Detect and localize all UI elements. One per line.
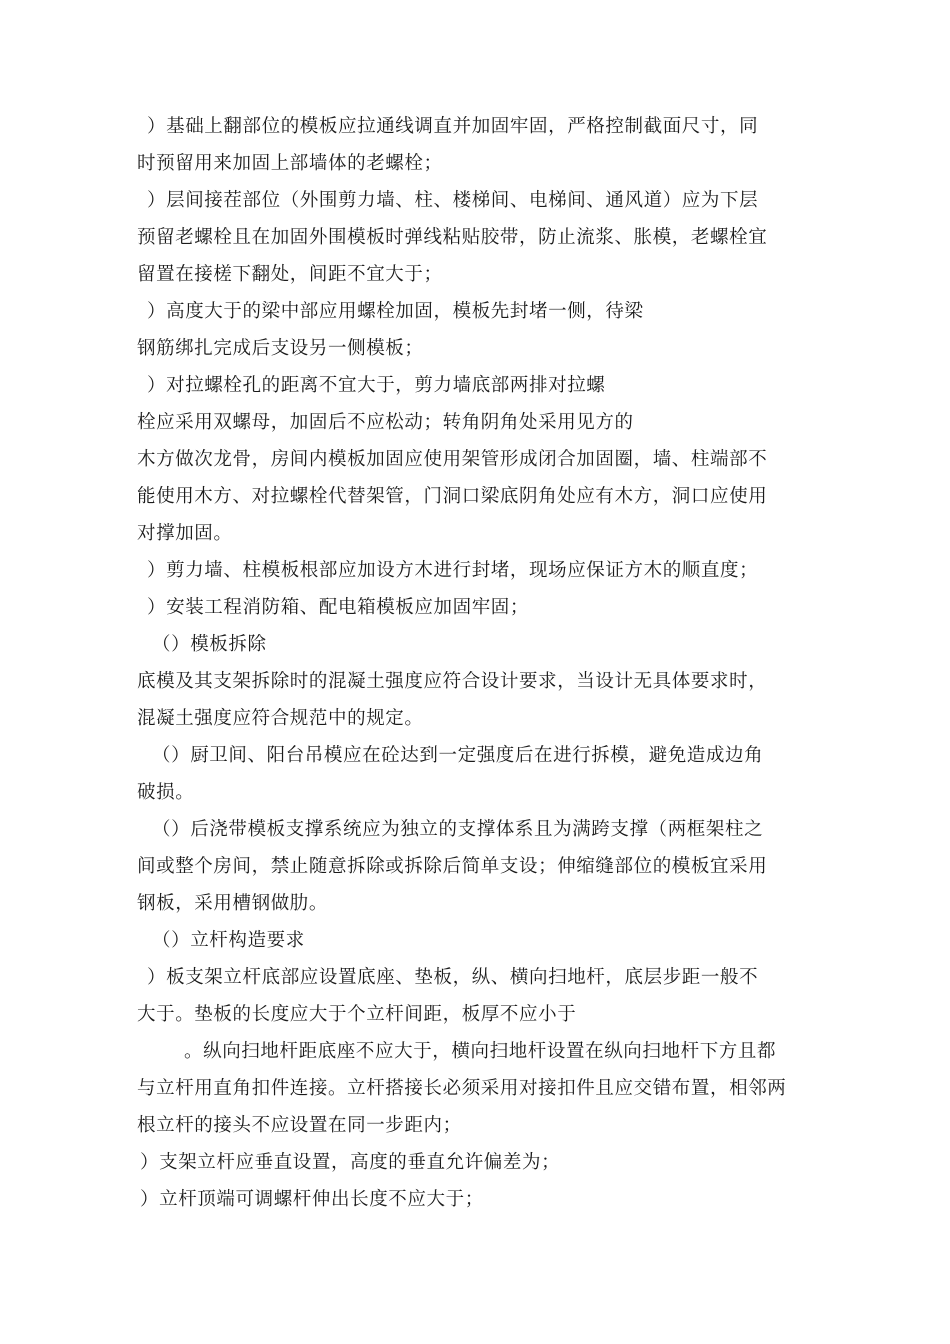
text-line: ）高度大于的梁中部应用螺栓加固，模板先封堵一侧，待梁 xyxy=(147,301,644,322)
text-line: 。纵向扫地杆距底座不应大于，横向扫地杆设置在纵向扫地杆下方且都 xyxy=(184,1041,777,1062)
text-line: 预留老螺栓且在加固外围模板时弹线粘贴胶带，防止流浆、胀模，老螺栓宜 xyxy=(137,227,768,248)
text-line: ）对拉螺栓孔的距离不宜大于，剪力墙底部两排对拉螺 xyxy=(147,375,606,396)
text-line: ）立杆顶端可调螺杆伸出长度不应大于； xyxy=(140,1189,484,1210)
text-line: 间或整个房间，禁止随意拆除或拆除后简单支设；伸缩缝部位的模板宜采用 xyxy=(137,856,768,877)
text-line: （）厨卫间、阳台吊模应在砼达到一定强度后在进行拆模，避免造成边角 xyxy=(152,745,764,766)
text-line: 对撑加固。 xyxy=(137,523,233,544)
text-line: ）支架立杆应垂直设置，高度的垂直允许偏差为； xyxy=(140,1152,561,1173)
section-heading: （）模板拆除 xyxy=(152,634,267,655)
text-line: 钢筋绑扎完成后支设另一侧模板； xyxy=(137,338,424,359)
text-line: 留置在接槎下翻处，间距不宜大于； xyxy=(137,264,443,285)
text-line: 与立杆用直角扣件连接。立杆搭接长必须采用对接扣件且应交错布置，相邻两 xyxy=(137,1078,787,1099)
text-line: ）板支架立杆底部应设置底座、垫板，纵、横向扫地杆，底层步距一般不 xyxy=(147,967,759,988)
text-line: 底模及其支架拆除时的混凝土强度应符合设计要求，当设计无具体要求时， xyxy=(137,671,768,692)
text-line: 木方做次龙骨，房间内模板加固应使用架管形成闭合加固圈，墙、柱端部不 xyxy=(137,449,768,470)
text-line: ）基础上翻部位的模板应拉通线调直并加固牢固，严格控制截面尺寸，同 xyxy=(147,116,759,137)
text-line: 根立杆的接头不应设置在同一步距内； xyxy=(137,1115,462,1136)
text-line: 能使用木方、对拉螺栓代替架管，门洞口梁底阴角处应有木方，洞口应使用 xyxy=(137,486,768,507)
text-line: ）剪力墙、柱模板根部应加设方木进行封堵，现场应保证方木的顺直度； xyxy=(147,560,759,581)
text-line: 钢板，采用槽钢做肋。 xyxy=(137,893,329,914)
text-line: 栓应采用双螺母，加固后不应松动；转角阴角处采用见方的 xyxy=(137,412,634,433)
text-line: ）层间接茬部位（外围剪力墙、柱、楼梯间、电梯间、通风道）应为下层 xyxy=(147,190,759,211)
text-line: 大于。垫板的长度应大于个立杆间距，板厚不应小于 xyxy=(137,1004,577,1025)
text-line: 混凝土强度应符合规范中的规定。 xyxy=(137,708,424,729)
section-heading: （）立杆构造要求 xyxy=(152,930,305,951)
text-line: ）安装工程消防箱、配电箱模板应加固牢固； xyxy=(147,597,530,618)
text-line: 时预留用来加固上部墙体的老螺栓； xyxy=(137,153,443,174)
text-line: 破损。 xyxy=(137,782,195,803)
text-line: （）后浇带模板支撑系统应为独立的支撑体系且为满跨支撑（两框架柱之 xyxy=(152,819,764,840)
